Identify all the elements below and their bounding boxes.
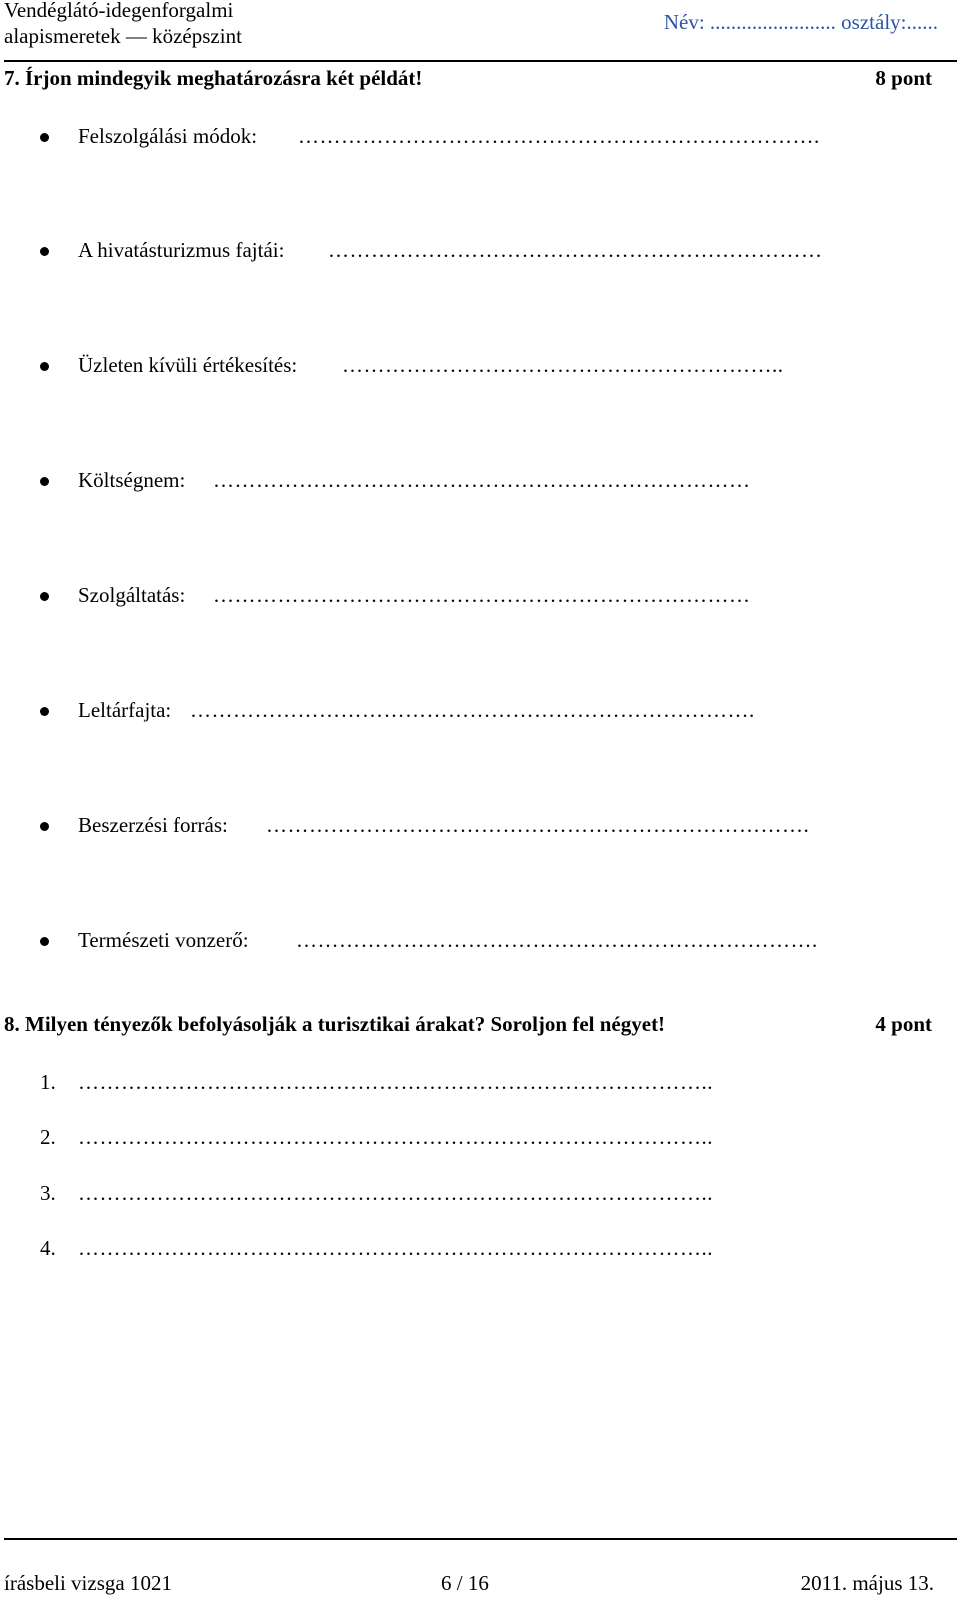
answer-field[interactable]: ………………………………………………………………. (296, 928, 818, 952)
answer-field[interactable]: …………………………………………………………………………….. (78, 1125, 713, 1149)
answer-field[interactable]: ……………………………………………………………………. (190, 698, 755, 722)
answer-field[interactable]: …………………………………………………….. (342, 353, 784, 377)
task7-item-label: A hivatásturizmus fajtái: (78, 238, 285, 262)
footer-rule (4, 1538, 957, 1540)
answer-field[interactable]: …………………………………………………………… (328, 238, 823, 262)
task8-points: 4 pont (875, 1012, 932, 1036)
task8-title: 8. Milyen tényezők befolyásolják a turisztikai árakat? Soroljon fel négyet! (4, 1012, 666, 1036)
task7-item-label: Természeti vonzerő: (78, 928, 249, 952)
bullet-icon (40, 133, 49, 142)
task7-item-label: Szolgáltatás: (78, 583, 186, 607)
header-subject-line2: alapismeretek — középszint (4, 24, 242, 48)
footer-page-number: 6 / 16 (441, 1571, 489, 1595)
task7-item-label: Költségnem: (78, 468, 186, 492)
task7-item-label: Beszerzési forrás: (78, 813, 228, 837)
task8-item-number: 4. (40, 1236, 56, 1260)
footer-exam-label: írásbeli vizsga 1021 (4, 1571, 172, 1595)
task7-item-label: Üzleten kívüli értékesítés: (78, 353, 298, 377)
task7-points: 8 pont (875, 66, 932, 90)
bullet-icon (40, 822, 49, 831)
bullet-icon (40, 247, 49, 256)
bullet-icon (40, 937, 49, 946)
answer-field[interactable]: ………………………………………………………………… (213, 583, 751, 607)
task7-title: 7. Írjon mindegyik meghatározásra két példát! (4, 66, 423, 90)
answer-field[interactable]: …………………………………………………………………………….. (78, 1181, 713, 1205)
header-name-field: Név: ........................ osztály:...... (663, 10, 938, 34)
task7-item-label: Leltárfajta: (78, 698, 172, 722)
bullet-icon (40, 592, 49, 601)
task8-item-number: 1. (40, 1070, 56, 1094)
answer-field[interactable]: …………………………………………………………………………….. (78, 1236, 713, 1260)
task7-item-label: Felszolgálási módok: (78, 124, 258, 148)
task8-item-number: 2. (40, 1125, 56, 1149)
bullet-icon (40, 707, 49, 716)
answer-field[interactable]: …………………………………………………………………………….. (78, 1070, 713, 1094)
task8-item-number: 3. (40, 1181, 56, 1205)
bullet-icon (40, 362, 49, 371)
answer-field[interactable]: ………………………………………………………………. (298, 124, 820, 148)
footer-date: 2011. május 13. (800, 1571, 934, 1595)
answer-field[interactable]: ………………………………………………………………… (213, 468, 751, 492)
answer-field[interactable]: …………………………………………………………………. (266, 813, 810, 837)
header-subject-line1: Vendéglátó-idegenforgalmi (4, 0, 234, 22)
bullet-icon (40, 477, 49, 486)
header-rule (4, 60, 957, 62)
